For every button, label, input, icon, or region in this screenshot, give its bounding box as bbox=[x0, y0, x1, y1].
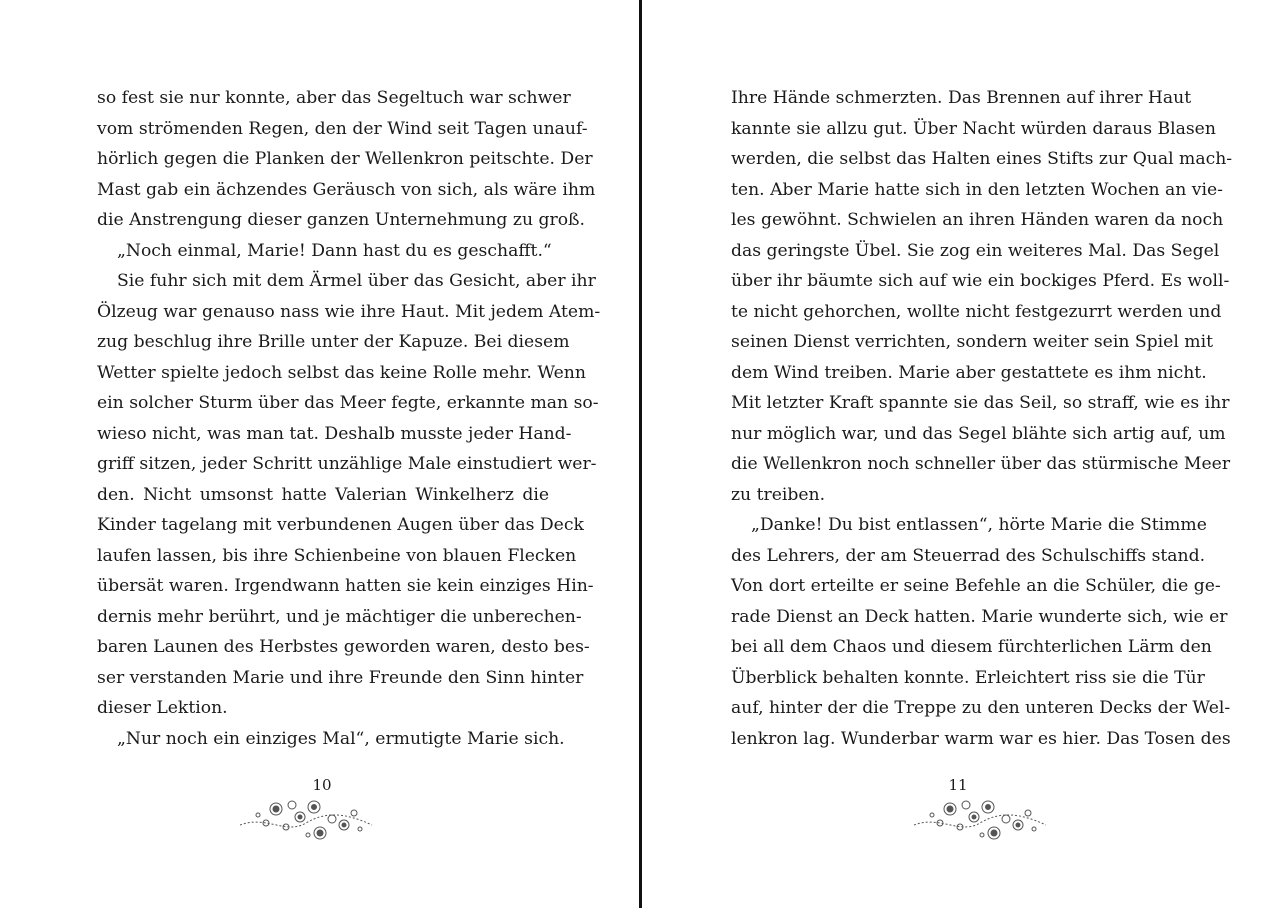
text-line: Ölzeug war genauso nass wie ihre Haut. Mit jedem Atem- bbox=[97, 301, 601, 322]
text-line: des Lehrers, der am Steuerrad des Schulschiffs stand. bbox=[731, 545, 1206, 566]
text-line: rade Dienst an Deck hatten. Marie wunderte sich, wie er bbox=[731, 606, 1228, 627]
text-line: griff sitzen, jeder Schritt unzählige Male einstudiert wer- bbox=[97, 454, 597, 474]
text-line: dieser Lektion. bbox=[97, 698, 228, 718]
text-line: „Danke! Du bist entlassen“, hörte Marie die Stimme bbox=[751, 515, 1207, 535]
text-line: das geringste Übel. Sie zog ein weiteres Mal. Das Segel bbox=[731, 240, 1220, 261]
text-line: „Noch einmal, Marie! Dann hast du es geschafft.“ bbox=[117, 240, 552, 261]
text-line: auf, hinter der die Treppe zu den unteren Decks der Wel- bbox=[731, 698, 1231, 718]
page-number: 11 bbox=[948, 776, 968, 794]
text-line: zug beschlug ihre Brille unter der Kapuze. Bei diesem bbox=[97, 332, 570, 352]
text-line: die Wellenkron noch schneller über das stürmische Meer bbox=[731, 454, 1231, 474]
text-line: Kinder tagelang mit verbundenen Augen über das Deck bbox=[97, 515, 584, 535]
left-page-text bbox=[97, 83, 601, 754]
text-line: Mit letzter Kraft spannte sie das Seil, so straff, wie es ihr bbox=[731, 393, 1230, 413]
page-number: 10 bbox=[312, 776, 332, 794]
text-line: seinen Dienst verrichten, sondern weiter sein Spiel mit bbox=[731, 332, 1213, 352]
text-line: Sie fuhr sich mit dem Ärmel über das Gesicht, aber ihr bbox=[117, 271, 596, 291]
text-line: dernis mehr berührt, und je mächtiger die unberechen- bbox=[97, 606, 582, 627]
text-line: lenkron lag. Wunderbar warm war es hier. Das Tosen des bbox=[731, 728, 1231, 749]
text-line: nur möglich war, und das Segel blähte sich artig auf, um bbox=[731, 423, 1226, 444]
text-line: so fest sie nur konnte, aber das Segeltuch war schwer bbox=[97, 88, 571, 108]
text-line: den. Nicht umsonst hatte Valerian Winkelherz die bbox=[97, 484, 549, 505]
right-page bbox=[642, 0, 1280, 908]
text-line: wieso nicht, was man tat. Deshalb musste jeder Hand- bbox=[97, 423, 572, 444]
text-line: te nicht gehorchen, wollte nicht festgezurrt werden und bbox=[731, 301, 1222, 322]
text-line: Wetter spielte jedoch selbst das keine Rolle mehr. Wenn bbox=[97, 362, 586, 383]
text-line: „Nur noch ein einziges Mal“, ermutigte Marie sich. bbox=[117, 728, 565, 749]
text-line: les gewöhnt. Schwielen an ihren Händen waren da noch bbox=[731, 210, 1224, 230]
text-line: vom strömenden Regen, den der Wind seit Tagen unauf- bbox=[97, 118, 588, 139]
text-line: hörlich gegen die Planken der Wellenkron peitschte. Der bbox=[97, 149, 593, 169]
text-line: ten. Aber Marie hatte sich in den letzten Wochen an vie- bbox=[731, 179, 1223, 200]
text-line: zu treiben. bbox=[731, 484, 826, 505]
text-line: ser verstanden Marie und ihre Freunde den Sinn hinter bbox=[97, 667, 584, 688]
text-line: Überblick behalten konnte. Erleichtert riss sie die Tür bbox=[731, 667, 1205, 688]
text-line: Mast gab ein ächzendes Geräusch von sich, als wäre ihm bbox=[97, 179, 596, 200]
text-line: Von dort erteilte er seine Befehle an die Schüler, die ge- bbox=[731, 576, 1221, 596]
text-line: kannte sie allzu gut. Über Nacht würden daraus Blasen bbox=[731, 118, 1216, 139]
text-line: über ihr bäumte sich auf wie ein bockiges Pferd. Es woll- bbox=[731, 271, 1230, 291]
flourish-ornament-icon bbox=[236, 795, 376, 843]
text-line: laufen lassen, bis ihre Schienbeine von blauen Flecken bbox=[97, 545, 577, 566]
text-line: die Anstrengung dieser ganzen Unternehmung zu groß. bbox=[97, 210, 585, 230]
text-line: dem Wind treiben. Marie aber gestattete es ihm nicht. bbox=[731, 362, 1207, 383]
text-line: baren Launen des Herbstes geworden waren, desto bes- bbox=[97, 637, 590, 657]
text-line: ein solcher Sturm über das Meer fegte, erkannte man so- bbox=[97, 393, 599, 413]
text-line: übersät waren. Irgendwann hatten sie kein einziges Hin- bbox=[97, 576, 594, 596]
flourish-ornament-icon bbox=[910, 795, 1050, 843]
right-page-text bbox=[731, 83, 1233, 754]
text-line: bei all dem Chaos und diesem fürchterlichen Lärm den bbox=[731, 637, 1212, 657]
text-line: Ihre Hände schmerzten. Das Brennen auf ihrer Haut bbox=[731, 88, 1192, 108]
text-line: werden, die selbst das Halten eines Stifts zur Qual mach- bbox=[731, 149, 1233, 169]
